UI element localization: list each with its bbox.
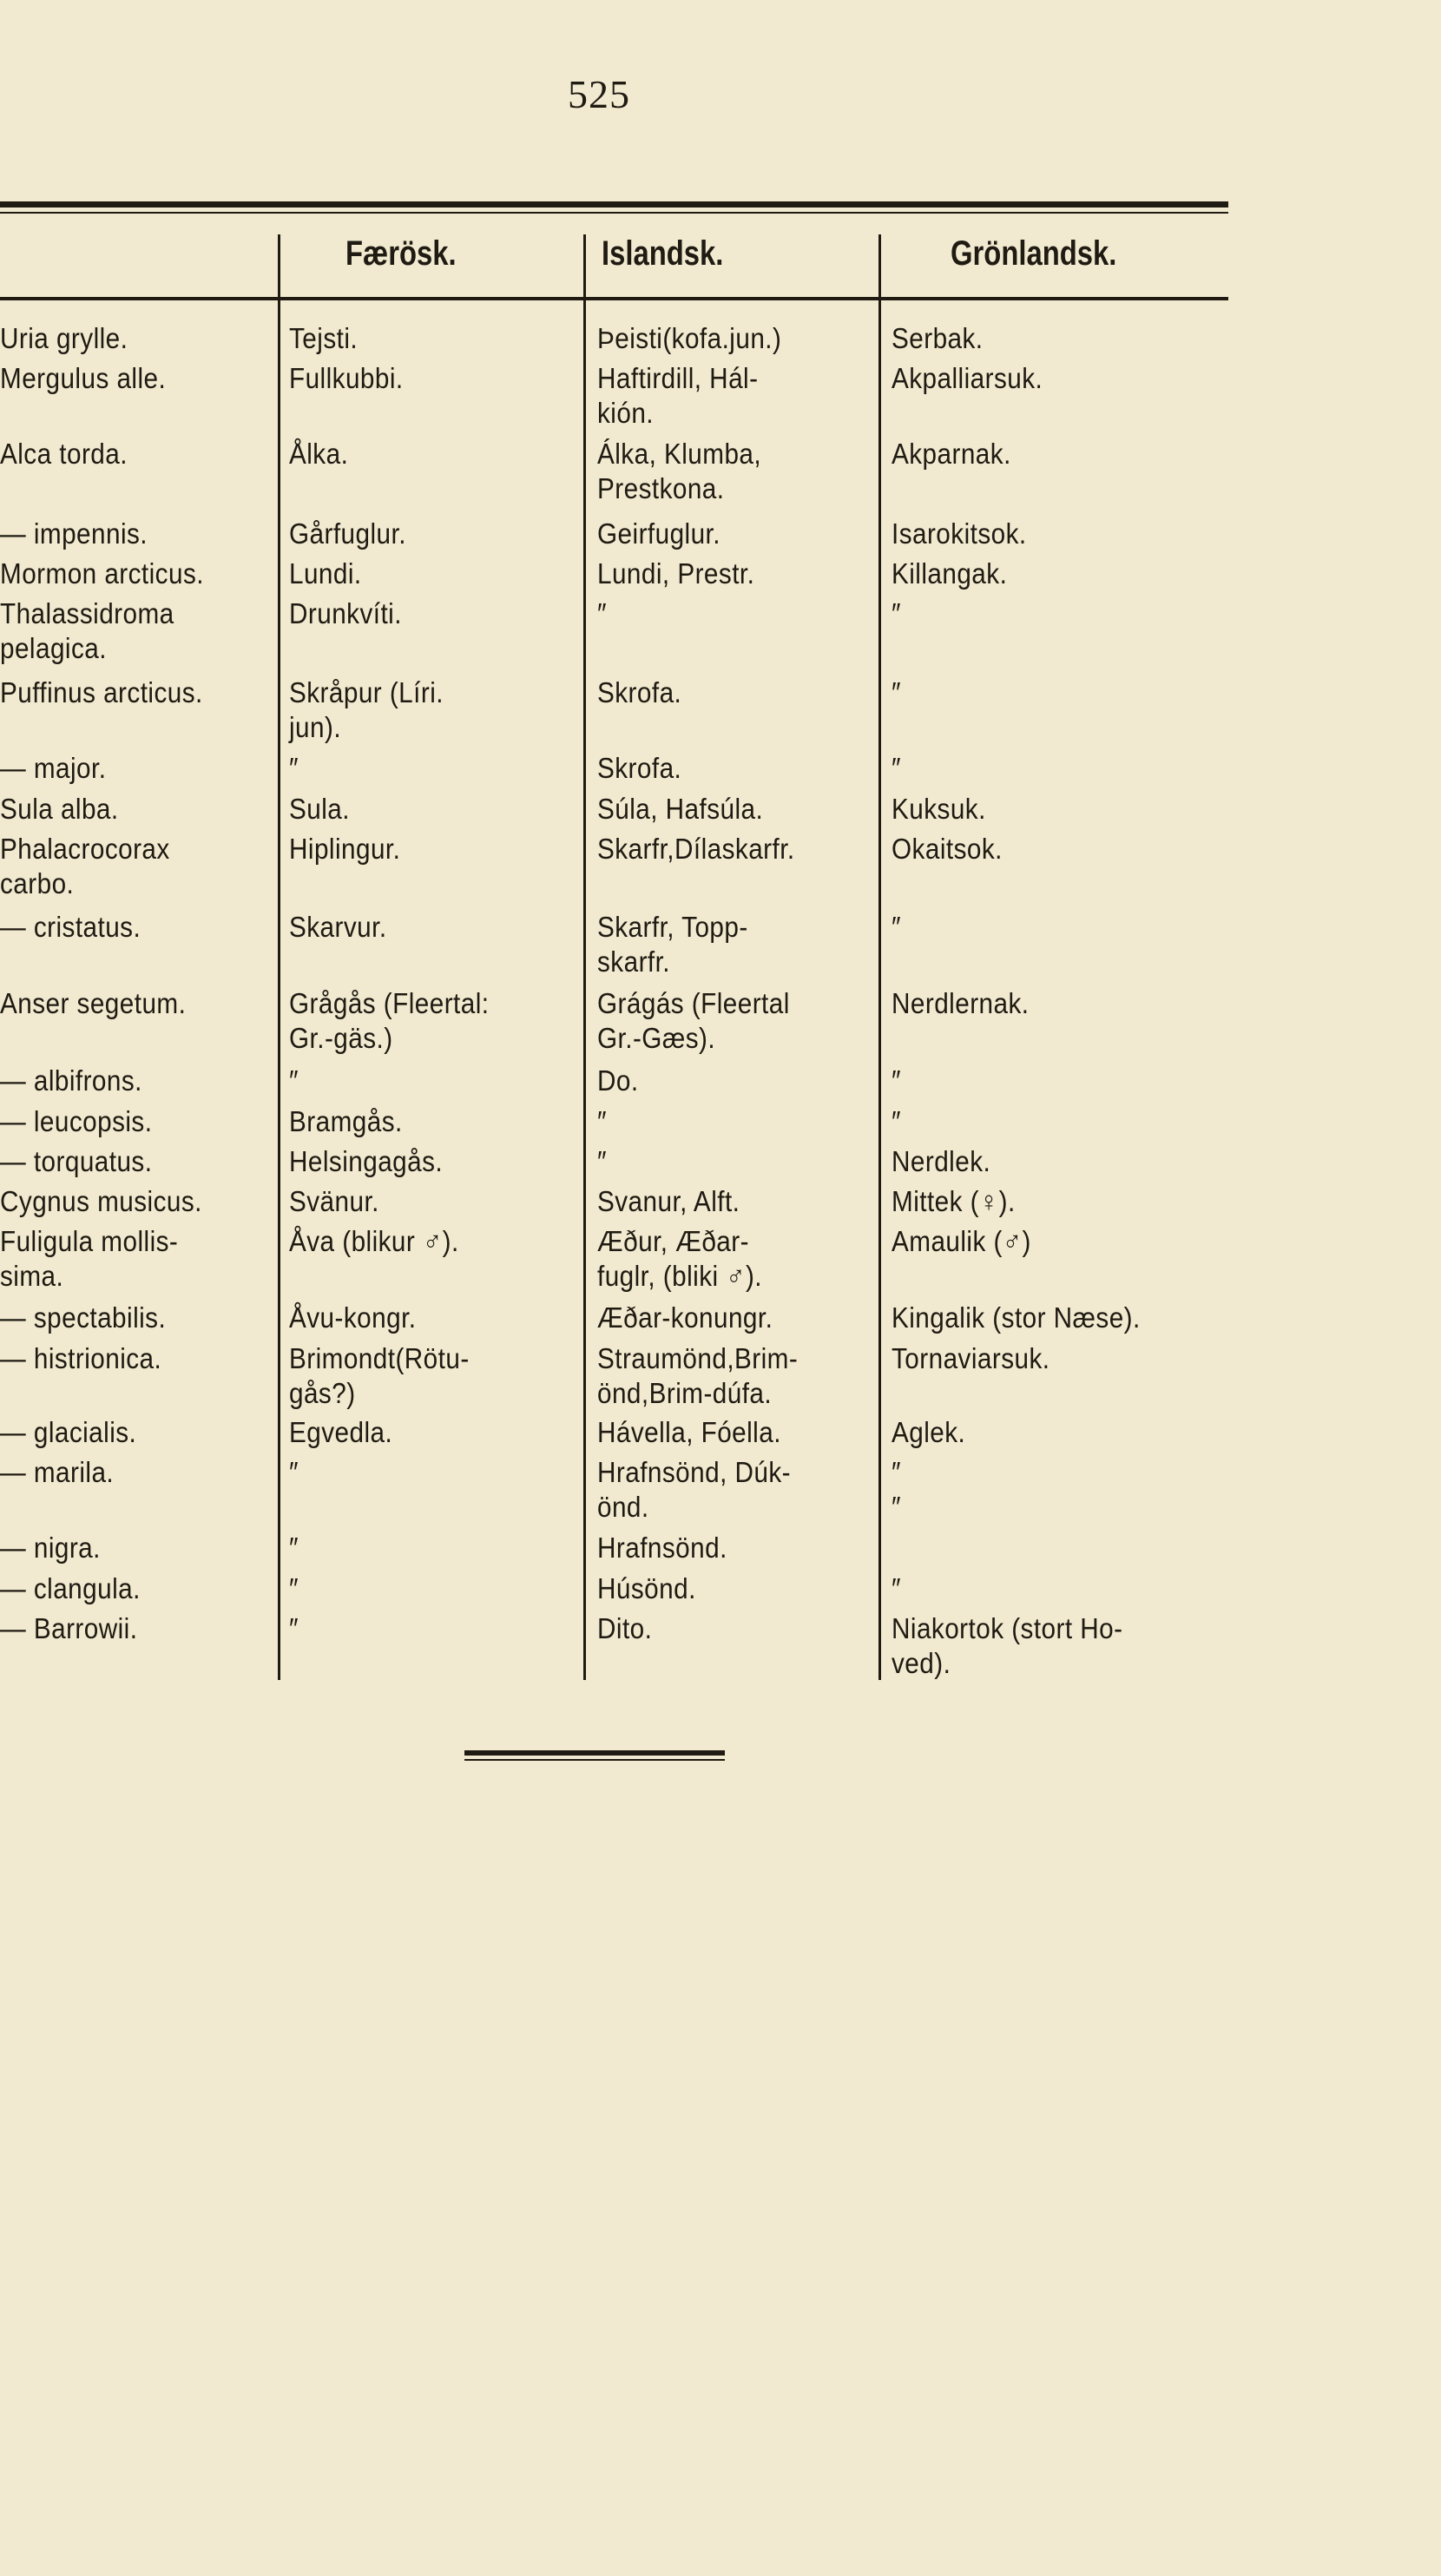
latin-name-line: — nigra. [0, 1532, 101, 1564]
page-number: 525 [568, 72, 630, 116]
faeroese-name-line: gås?) [289, 1377, 356, 1409]
greenlandic-name-line: Tornaviarsuk. [892, 1342, 1050, 1374]
icelandic-name-line: Húsönd. [597, 1572, 696, 1604]
latin-name-line: — glacialis. [0, 1416, 137, 1448]
header-faeroese: Færösk. [345, 234, 457, 273]
latin-name-line: carbo. [0, 867, 75, 899]
greenlandic-name-line: ″ [892, 1456, 901, 1488]
icelandic-name-line: Svanur, Alft. [597, 1185, 740, 1217]
header-rule [0, 297, 1228, 300]
latin-name-line: Alca torda. [0, 438, 128, 470]
icelandic-name-line: Súla, Hafsúla. [597, 793, 764, 825]
greenlandic-name-line: Serbak. [892, 322, 984, 354]
greenlandic-name-line: ″ [892, 1105, 901, 1137]
icelandic-name-line: Skarfr, Topp- [597, 911, 748, 943]
faeroese-name-line: Helsingagås. [289, 1145, 444, 1177]
column-divider-2 [583, 234, 586, 1680]
faeroese-name-line: Gårfuglur. [289, 517, 406, 550]
greenlandic-name-line: Mittek (♀). [892, 1185, 1016, 1217]
icelandic-name-line: ″ [597, 1145, 607, 1177]
icelandic-name-line: önd. [597, 1491, 649, 1523]
latin-name-line: Anser segetum. [0, 987, 187, 1019]
column-divider-3 [878, 234, 881, 1680]
faeroese-name-line: ″ [289, 1572, 299, 1604]
greenlandic-name-line: ″ [892, 911, 901, 943]
icelandic-name-line: Gr.-Gæs). [597, 1022, 716, 1054]
faeroese-name-line: Skarvur. [289, 911, 387, 943]
latin-name-line: Uria grylle. [0, 322, 128, 354]
latin-name-line: — Barrowii. [0, 1612, 138, 1644]
latin-name-line: — clangula. [0, 1572, 141, 1604]
top-rule [0, 201, 1228, 208]
faeroese-name-line: Ålka. [289, 438, 349, 470]
latin-name-line: Mergulus alle. [0, 362, 167, 394]
greenlandic-name-line: Isarokitsok. [892, 517, 1027, 550]
latin-name-line: Mormon arcticus. [0, 557, 204, 590]
greenlandic-name-line: ″ [892, 676, 901, 708]
latin-name-line: — torquatus. [0, 1145, 153, 1177]
greenlandic-name-line: Nerdlernak. [892, 987, 1030, 1019]
faeroese-name-line: Gr.-gäs.) [289, 1022, 393, 1054]
faeroese-name-line: Drunkvíti. [289, 597, 402, 629]
faeroese-name-line: ″ [289, 1612, 299, 1644]
icelandic-name-line: Hávella, Fóella. [597, 1416, 781, 1448]
latin-name-line: Sula alba. [0, 793, 119, 825]
latin-name-line: — albifrons. [0, 1064, 142, 1097]
latin-name-line: — marila. [0, 1456, 115, 1488]
faeroese-name-line: Hiplingur. [289, 833, 401, 865]
icelandic-name-line: Prestkona. [597, 472, 725, 504]
icelandic-name-line: ″ [597, 597, 607, 629]
bottom-rule [464, 1750, 725, 1756]
icelandic-name-line: Do. [597, 1064, 639, 1097]
greenlandic-name-line: Akparnak. [892, 438, 1011, 470]
icelandic-name-line: Skarfr,Dílaskarfr. [597, 833, 795, 865]
faeroese-name-line: Lundi. [289, 557, 362, 590]
icelandic-name-line: Æður, Æðar- [597, 1225, 749, 1257]
icelandic-name-line: Skrofa. [597, 676, 682, 708]
faeroese-name-line: Tejsti. [289, 322, 359, 354]
icelandic-name-line: Æðar-konungr. [597, 1301, 773, 1334]
greenlandic-name-line: ″ [892, 597, 901, 629]
greenlandic-name-line: Nerdlek. [892, 1145, 991, 1177]
latin-name-line: pelagica. [0, 632, 107, 664]
faeroese-name-line: Sula. [289, 793, 350, 825]
faeroese-name-line: Svänur. [289, 1185, 379, 1217]
greenlandic-name-line: Kingalik (stor Næse). [892, 1301, 1141, 1334]
icelandic-name-line: Hrafnsönd. [597, 1532, 727, 1564]
latin-name-line: Fuligula mollis- [0, 1225, 179, 1257]
latin-name-line: — histrionica. [0, 1342, 162, 1374]
top-rule-thin [0, 212, 1228, 214]
greenlandic-name-line: Kuksuk. [892, 793, 986, 825]
bottom-rule-thin [464, 1759, 725, 1761]
greenlandic-name-line: ved). [892, 1647, 951, 1679]
greenlandic-name-line: ″ [892, 1572, 901, 1604]
icelandic-name-line: fuglr, (bliki ♂). [597, 1260, 763, 1292]
icelandic-name-line: Hrafnsönd, Dúk- [597, 1456, 791, 1488]
latin-name-line: Cygnus musicus. [0, 1185, 202, 1217]
icelandic-name-line: Geirfuglur. [597, 517, 720, 550]
greenlandic-name-line: ″ [892, 752, 901, 784]
icelandic-name-line: önd,Brim-dúfa. [597, 1377, 773, 1409]
latin-name-line: — spectabilis. [0, 1301, 167, 1334]
icelandic-name-line: skarfr. [597, 945, 671, 978]
icelandic-name-line: Skrofa. [597, 752, 682, 784]
faeroese-name-line: Brimondt(Rötu- [289, 1342, 470, 1374]
icelandic-name-line: Straumönd,Brim- [597, 1342, 799, 1374]
faeroese-name-line: ″ [289, 1532, 299, 1564]
faeroese-name-line: Skråpur (Líri. [289, 676, 444, 708]
latin-name-line: — impennis. [0, 517, 148, 550]
greenlandic-name-line: Killangak. [892, 557, 1008, 590]
greenlandic-name-line: Niakortok (stort Ho- [892, 1612, 1123, 1644]
greenlandic-name-line: Akpalliarsuk. [892, 362, 1043, 394]
greenlandic-name-line: Okaitsok. [892, 833, 1003, 865]
greenlandic-name-line: Amaulik (♂) [892, 1225, 1031, 1257]
icelandic-name-line: Haftirdill, Hál- [597, 362, 759, 394]
latin-name-line: Thalassidroma [0, 597, 174, 629]
latin-name-line: sima. [0, 1260, 64, 1292]
faeroese-name-line: Fullkubbi. [289, 362, 404, 394]
faeroese-name-line: ″ [289, 752, 299, 784]
faeroese-name-line: Grågås (Fleertal: [289, 987, 490, 1019]
icelandic-name-line: Dito. [597, 1612, 653, 1644]
header-greenlandic: Grönlandsk. [951, 234, 1117, 273]
faeroese-name-line: Åvu-kongr. [289, 1301, 417, 1334]
icelandic-name-line: ″ [597, 1105, 607, 1137]
greenlandic-name-line: ″ [892, 1491, 901, 1523]
column-divider-1 [278, 234, 280, 1680]
header-icelandic: Islandsk. [602, 234, 724, 273]
greenlandic-name-line: ″ [892, 1064, 901, 1097]
faeroese-name-line: Egvedla. [289, 1416, 393, 1448]
latin-name-line: — major. [0, 752, 107, 784]
faeroese-name-line: ″ [289, 1064, 299, 1097]
latin-name-line: — cristatus. [0, 911, 141, 943]
icelandic-name-line: Álka, Klumba, [597, 438, 762, 470]
faeroese-name-line: Bramgås. [289, 1105, 403, 1137]
faeroese-name-line: Åva (blikur ♂). [289, 1225, 459, 1257]
latin-name-line: Puffinus arcticus. [0, 676, 203, 708]
greenlandic-name-line: Aglek. [892, 1416, 966, 1448]
latin-name-line: Phalacrocorax [0, 833, 170, 865]
icelandic-name-line: Lundi, Prestr. [597, 557, 755, 590]
faeroese-name-line: jun). [289, 711, 342, 743]
latin-name-line: — leucopsis. [0, 1105, 153, 1137]
icelandic-name-line: Þeisti(kofa.jun.) [597, 322, 782, 354]
faeroese-name-line: ″ [289, 1456, 299, 1488]
icelandic-name-line: kión. [597, 397, 654, 429]
icelandic-name-line: Grágás (Fleertal [597, 987, 790, 1019]
